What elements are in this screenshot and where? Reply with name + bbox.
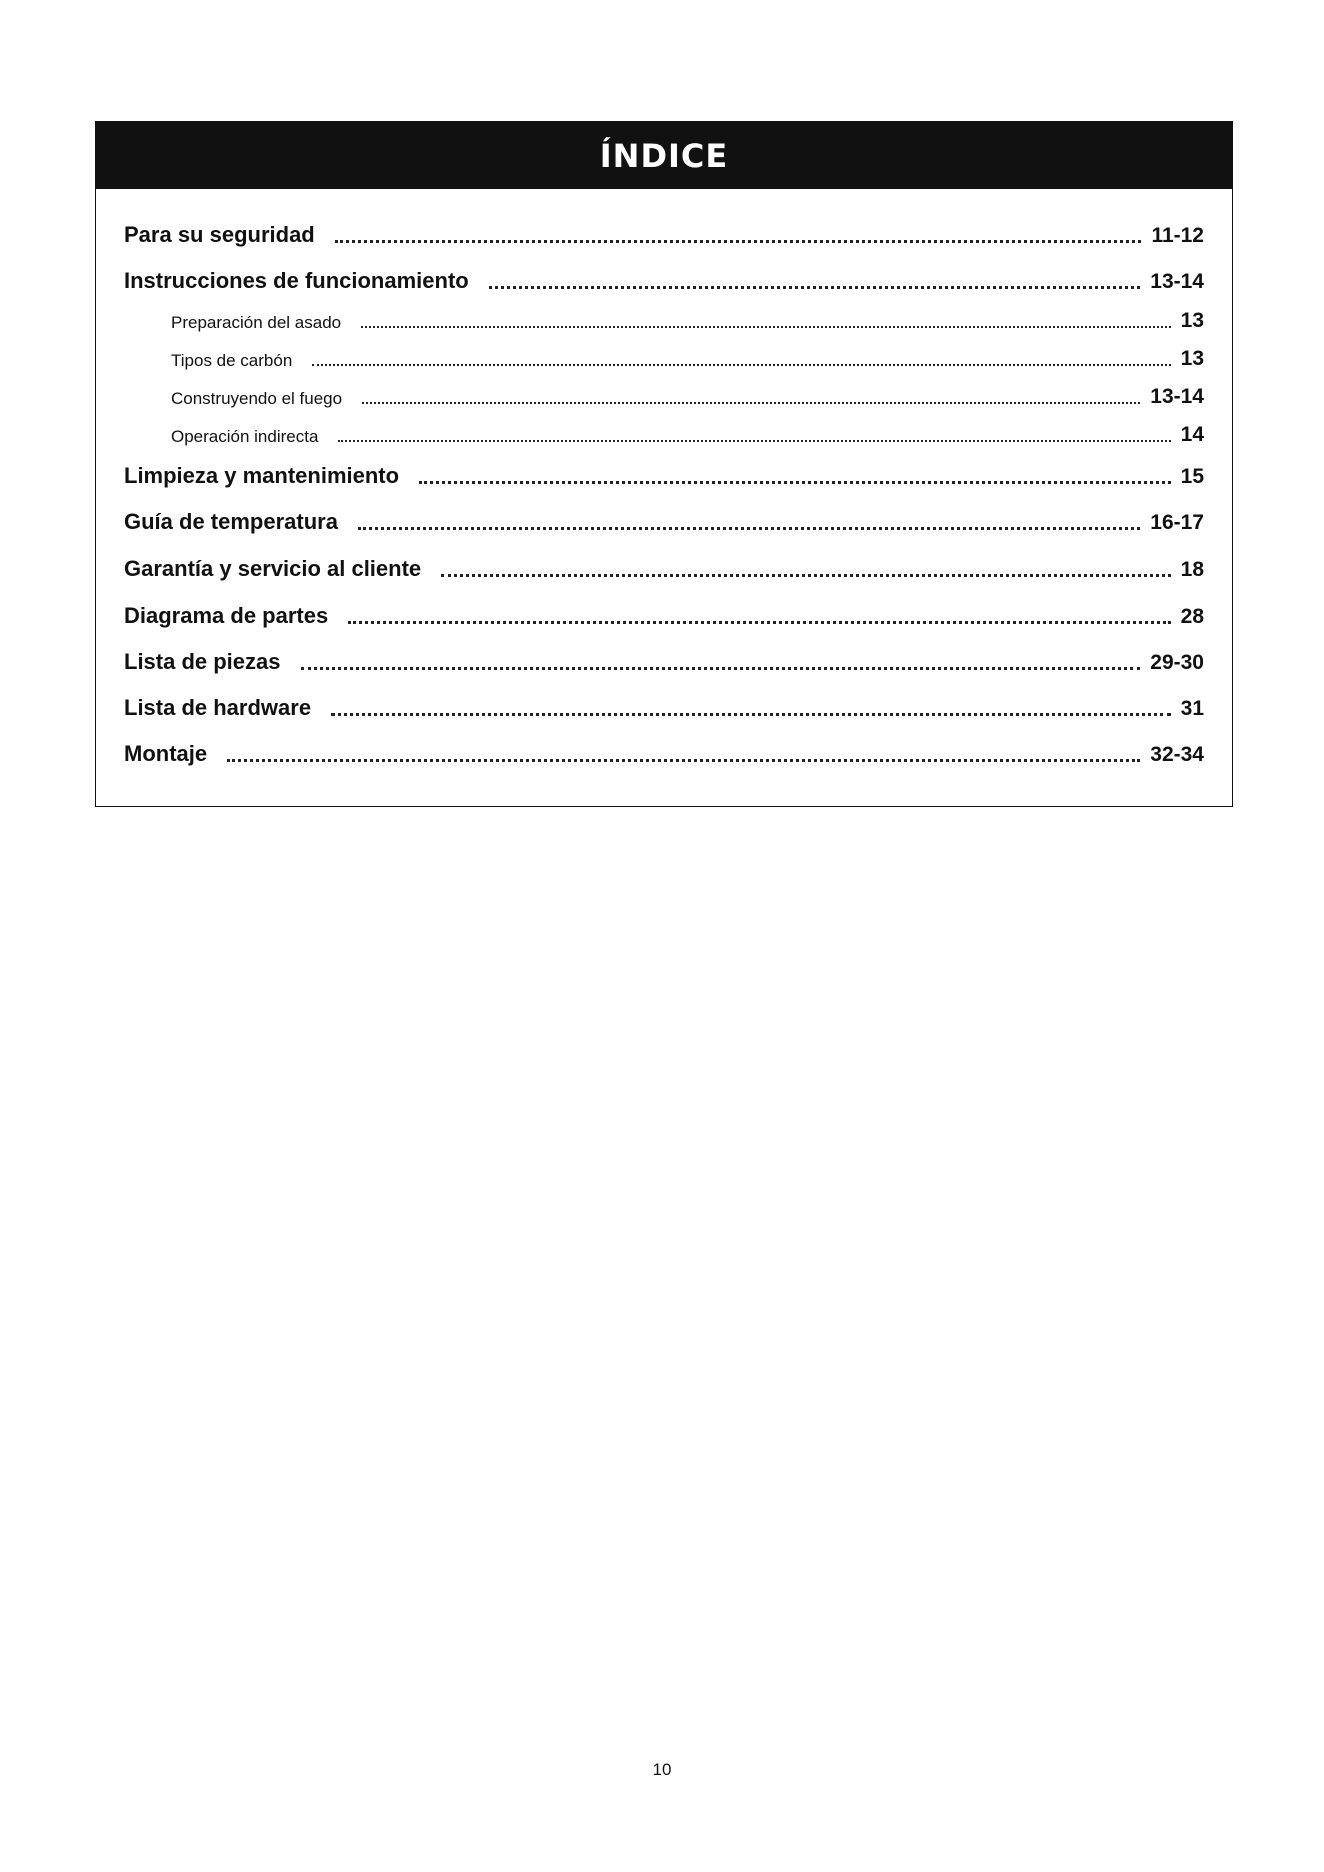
dot-leader (441, 574, 1170, 577)
toc-entry-page: 31 (1180, 697, 1204, 720)
dot-leader (335, 240, 1142, 243)
toc-entry-label: Guía de temperatura (124, 509, 338, 534)
dot-leader (312, 364, 1170, 366)
toc-entry-label: Construyendo el fuego (171, 389, 343, 408)
toc-entry-page: 14 (1180, 423, 1204, 446)
toc-entry (124, 509, 1204, 535)
dot-leader (227, 759, 1140, 762)
toc-title: ÍNDICE (599, 136, 729, 175)
dot-leader (358, 527, 1140, 530)
toc-entry-label: Operación indirecta (171, 427, 319, 446)
toc-entry-page: 13 (1180, 347, 1204, 370)
dot-leader (338, 440, 1170, 442)
toc-entry (124, 649, 1204, 675)
page-number: 10 (652, 1760, 672, 1779)
toc-subentry (171, 309, 1204, 333)
toc-entry (124, 268, 1204, 294)
dot-leader (362, 402, 1140, 404)
toc-entry-page: 15 (1180, 465, 1204, 488)
toc-entry (124, 695, 1204, 721)
toc-entry-page: 11-12 (1151, 224, 1204, 247)
toc-header (96, 122, 1232, 189)
toc-entry (124, 222, 1204, 248)
toc-entry-label: Tipos de carbón (171, 351, 293, 370)
toc-entry-label: Montaje (124, 741, 208, 766)
toc-subentry (171, 423, 1204, 447)
toc-entry (124, 556, 1204, 582)
toc-entry (124, 603, 1204, 629)
toc-entry-page: 13 (1180, 309, 1204, 332)
toc-entry (124, 741, 1204, 767)
toc-entry-label: Lista de hardware (124, 695, 312, 720)
dot-leader (419, 481, 1171, 484)
toc-entry-label: Limpieza y mantenimiento (124, 463, 400, 488)
toc-entry-label: Instrucciones de funcionamiento (124, 268, 469, 293)
toc-entry (124, 463, 1204, 489)
toc-entry-label: Para su seguridad (124, 222, 315, 247)
toc-entry-page: 13-14 (1150, 385, 1204, 408)
toc-subentry (171, 347, 1204, 371)
toc-entry-page: 13-14 (1150, 270, 1204, 293)
table-of-contents (95, 121, 1233, 807)
toc-entry-label: Lista de piezas (124, 649, 281, 674)
toc-entry-page: 28 (1180, 605, 1204, 628)
dot-leader (331, 713, 1171, 716)
dot-leader (348, 621, 1170, 624)
toc-entry-page: 32-34 (1150, 743, 1204, 766)
dot-leader (301, 667, 1141, 670)
toc-entry-label: Diagrama de partes (124, 603, 329, 628)
dot-leader (361, 326, 1171, 328)
dot-leader (489, 286, 1141, 289)
toc-entry-label: Preparación del asado (171, 313, 342, 332)
toc-entry-page: 29-30 (1150, 651, 1204, 674)
toc-subentry (171, 385, 1204, 409)
toc-entry-page: 18 (1180, 558, 1204, 581)
toc-entry-page: 16-17 (1150, 511, 1204, 534)
toc-entry-label: Garantía y servicio al cliente (124, 556, 422, 581)
